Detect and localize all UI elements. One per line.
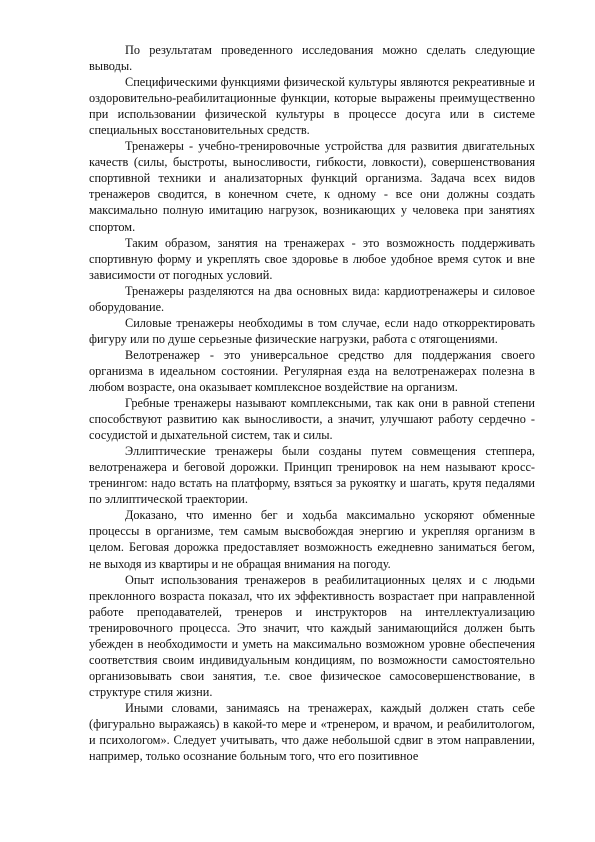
paragraph-self-coaching: Иными словами, занимаясь на тренажерах, каждый должен стать себе (фигурально выражаясь) в какой-то мере и «тренером, и врачом, и реабилитологом, и психологом». Следует учитывать, что даже небольшой сдвиг в этом направлении, например, только осознание больным того, что его позитивное	[89, 700, 535, 764]
paragraph-rowing-trainers: Гребные тренажеры называют комплексными, так как они в равной степени способствуют развитию как выносливости, а значит, улучшают работу сердечно - сосудистой и дыхательной систем, так и силы.	[89, 396, 535, 443]
paragraph-trainers-definition: Тренажеры - учебно-тренировочные устройства для развития двигательных качеств (силы, быстроты, выносливости, гибкости, ловкости), совершенствования спортивной техники и анализаторных функций организма. Задача всех видов тренажеров сводится, в конечном счете, к одному - все они должны создать максимально полную имитацию нагрузок, возникающих у человека при занятиях спортом.	[89, 139, 535, 234]
paragraph-rehabilitation-experience: Опыт использования тренажеров в реабилитационных целях и с людьми преклонного возраста показал, что их эффективность возрастает при направленной работе преподавателей, тренеров и инструкторов на интеллектуализацию тренировочного процесса. Это значит, что каждый занимающийся должен быть убежден в необходимости и уметь на максимально возможном уровне обеспечения соответствия своим индивидуальным кондициям, по возможности самостоятельно организовывать свои занятия, т.е. свое физическое самосовершенствование, в структуре стиля жизни.	[89, 572, 535, 699]
paragraph-treadmill: Доказано, что именно бег и ходьба максимально ускоряют обменные процессы в организме, тем самым высвобождая энергию и укрепляя организм в целом. Беговая дорожка предоставляет возможность ежедневно заниматься бегом, не выходя из квартиры и не обращая внимания на погоду.	[89, 508, 535, 571]
paragraph-trainer-types: Тренажеры разделяются на два основных вида: кардиотренажеры и силовое оборудование.	[89, 283, 535, 314]
paragraph-trainers-benefits: Таким образом, занятия на тренажерах - это возможность поддерживать спортивную форму и укреплять свое здоровье в любое удобное время суток и вне зависимости от погодных условий.	[89, 235, 535, 282]
paragraph-strength-trainers: Силовые тренажеры необходимы в том случае, если надо откорректировать фигуру или по душе серьезные физические нагрузки, работа с отягощениями.	[89, 315, 535, 346]
document-page	[89, 42, 535, 764]
paragraph-specific-functions: Специфическими функциями физической культуры являются рекреативные и оздоровительно-реабилитационные функции, которые выражены преимущественно при использовании физической культуры в процессе досуга или в системе специальных восстановительных средств.	[89, 75, 535, 138]
paragraph-exercise-bike: Велотренажер - это универсальное средство для поддержания своего организма в идеальном состоянии. Регулярная езда на велотренажерах полезна в любом возрасте, она оказывает комплексное воздействие на организм.	[89, 347, 535, 394]
paragraph-elliptical-trainers: Эллиптические тренажеры были созданы путем совмещения степпера, велотренажера и беговой дорожки. Принцип тренировок на нем называют кросс-тренингом: надо встать на платформу, взяться за рукоятку и шагать, крутя педалями по эллиптической траектории.	[89, 444, 535, 507]
paragraph-conclusions-intro: По результатам проведенного исследования можно сделать следующие выводы.	[89, 43, 535, 74]
